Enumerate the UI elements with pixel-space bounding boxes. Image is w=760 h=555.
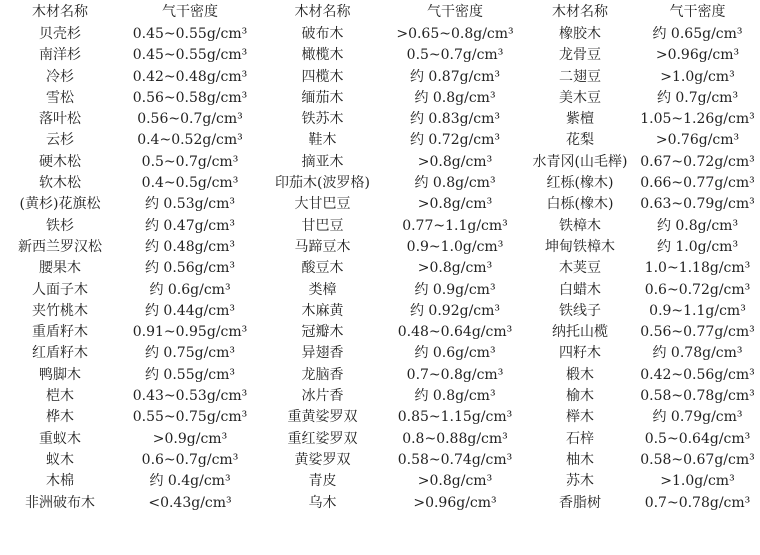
wood-name-cell: 红栎(橡木) [546,175,614,192]
density-cell: 约 0.78g/cm³ [652,345,743,362]
density-cell: >0.8g/cm³ [417,473,493,490]
density-cell: >0.8g/cm³ [417,153,493,170]
header-wood-name-3: 木材名称 [552,4,608,20]
wood-name-cell: 榆木 [566,388,594,405]
density-cell: 0.58~0.78g/cm³ [640,388,755,405]
wood-name-cell: 甘巴豆 [301,217,344,234]
wood-name-cell: 美木豆 [559,89,601,106]
wood-name-cell: 摘亚木 [301,153,344,170]
table-header [0,0,760,24]
density-cell: 0.6~0.7g/cm³ [141,451,239,468]
table-row [0,173,760,194]
wood-name-cell: 铁线子 [559,302,601,319]
header-row [0,0,760,24]
density-cell: 约 0.75g/cm³ [144,345,236,362]
table-row [0,301,760,322]
density-cell: 0.66~0.77g/cm³ [640,175,755,192]
wood-name-cell: 破布木 [301,26,344,42]
density-cell: 0.63~0.79g/cm³ [640,196,755,213]
density-cell: 约 0.8g/cm³ [656,217,739,234]
table-row [0,258,760,279]
density-cell: 约 0.4g/cm³ [149,473,231,490]
header-wood-name-2: 木材名称 [294,4,351,20]
density-cell: 约 0.7g/cm³ [656,89,739,106]
density-cell: 0.67~0.72g/cm³ [640,153,755,170]
density-cell: 0.45~0.55g/cm³ [132,47,248,64]
wood-name-cell: 人面子木 [32,281,88,298]
table-row [0,45,760,66]
density-cell: 0.4~0.5g/cm³ [141,175,239,192]
density-cell: 1.0~1.18g/cm³ [644,260,751,277]
wood-name-cell: 贝壳杉 [39,26,81,42]
table-row [0,493,760,514]
density-cell: 0.58~0.74g/cm³ [397,451,513,468]
wood-name-cell: 类樟 [308,281,337,298]
wood-name-cell: 白栎(橡木) [546,196,614,213]
wood-name-cell: 异翅香 [301,345,344,362]
table-row [0,407,760,428]
density-cell: 约 0.79g/cm³ [652,409,743,426]
wood-name-cell: 桦木 [46,409,74,426]
wood-name-cell: 鞋木 [308,132,337,149]
wood-name-cell: 乌木 [308,494,337,511]
density-cell: 0.5~0.64g/cm³ [644,430,751,447]
header-wood-name-1: 木材名称 [32,4,88,20]
density-cell: 0.6~0.72g/cm³ [644,281,751,298]
table-row [0,24,760,45]
density-cell: 约 0.8g/cm³ [414,175,496,192]
wood-name-cell: 新西兰罗汉松 [18,238,102,255]
table-row [0,109,760,130]
wood-name-cell: 鸭脚木 [39,366,81,383]
wood-name-cell: 南洋杉 [39,47,81,64]
wood-name-cell: 二翅豆 [559,68,601,85]
wood-name-cell: 橡胶木 [559,26,601,42]
wood-name-cell: 非洲破布木 [25,494,95,511]
table-row [0,429,760,450]
wood-name-cell: 马蹄豆木 [294,238,351,255]
wood-name-cell: 落叶松 [39,111,81,128]
wood-name-cell: 橄榄木 [301,47,344,64]
density-cell: 约 1.0g/cm³ [656,238,739,255]
density-cell: 0.42~0.48g/cm³ [132,68,248,85]
table-row [0,450,760,471]
table-row [0,343,760,364]
density-cell: 约 0.87g/cm³ [409,68,501,85]
density-cell: 0.56~0.58g/cm³ [132,89,248,106]
density-cell: 约 0.92g/cm³ [409,302,501,319]
density-cell: 约 0.48g/cm³ [144,238,236,255]
density-cell: 0.42~0.56g/cm³ [640,366,755,383]
wood-name-cell: 雪松 [46,89,74,106]
table-row [0,237,760,258]
wood-name-cell: 腰果木 [39,260,81,277]
wood-name-cell: 缅茄木 [301,89,344,106]
wood-name-cell: 石梓 [566,430,594,447]
wood-name-cell: 龙脑香 [301,366,344,383]
density-cell: >0.8g/cm³ [417,260,493,277]
table-row [0,322,760,343]
density-cell: 0.7~0.8g/cm³ [406,366,504,383]
density-cell: 约 0.9g/cm³ [414,281,496,298]
density-cell: >0.96g/cm³ [413,494,497,511]
wood-name-cell: 夹竹桃木 [32,302,88,319]
wood-name-cell: 龙骨豆 [559,47,601,64]
density-cell: >0.8g/cm³ [417,196,493,213]
density-cell: 0.48~0.64g/cm³ [397,324,513,341]
wood-name-cell: 柚木 [566,451,594,468]
table-row [0,152,760,173]
density-cell: 0.9~1.0g/cm³ [406,238,504,255]
wood-name-cell: 酸豆木 [301,260,344,277]
wood-name-cell: 软木松 [39,175,81,192]
wood-name-cell: 重蚁木 [39,430,81,447]
density-cell: 0.91~0.95g/cm³ [132,324,248,341]
wood-name-cell: (黄杉)花旗松 [19,196,101,213]
density-cell: 约 0.44g/cm³ [144,302,236,319]
density-cell: 0.45~0.55g/cm³ [132,26,248,42]
wood-name-cell: 纳托山榄 [552,324,608,341]
wood-name-cell: 重黄娑罗双 [287,409,358,426]
wood-name-cell: 木麻黄 [301,302,344,319]
header-density-3: 气干密度 [669,4,726,20]
density-cell: 0.58~0.67g/cm³ [640,451,755,468]
wood-name-cell: 坤甸铁樟木 [545,238,615,255]
table-row [0,88,760,109]
density-cell: 约 0.55g/cm³ [144,366,236,383]
wood-name-cell: 云杉 [46,132,74,149]
density-cell: 0.56~0.7g/cm³ [137,111,243,128]
wood-name-cell: 大甘巴豆 [294,196,351,213]
density-cell: >1.0g/cm³ [660,68,735,85]
wood-name-cell: 硬木松 [39,153,81,170]
table-row [0,471,760,492]
density-cell: 0.56~0.77g/cm³ [640,324,755,341]
table-row [0,386,760,407]
wood-name-cell: 青皮 [308,473,337,490]
table-row [0,216,760,237]
wood-name-cell: 苏木 [566,473,594,490]
wood-name-cell: 铁樟木 [559,217,601,234]
density-cell: >0.96g/cm³ [655,47,740,64]
table-body [0,24,760,514]
wood-name-cell: 紫檀 [566,111,594,128]
wood-name-cell: 木荚豆 [559,260,601,277]
header-density-2: 气干密度 [427,4,483,20]
wood-name-cell: 红盾籽木 [32,345,88,362]
wood-name-cell: 冰片香 [301,388,344,405]
density-cell: 约 0.47g/cm³ [144,217,236,234]
density-cell: 0.77~1.1g/cm³ [402,217,508,234]
density-cell: 0.9~1.1g/cm³ [649,302,746,319]
wood-name-cell: 重盾籽木 [32,324,88,341]
wood-name-cell: 冠瓣木 [301,324,344,341]
density-cell: 0.43~0.53g/cm³ [132,388,248,405]
table-row [0,365,760,386]
wood-name-cell: 四籽木 [559,345,601,362]
density-cell: 约 0.8g/cm³ [414,89,496,106]
density-cell: >0.65~0.8g/cm³ [396,26,514,42]
density-cell: 0.7~0.78g/cm³ [644,494,751,511]
wood-name-cell: 白蜡木 [559,281,601,298]
wood-name-cell: 桤木 [46,388,74,405]
density-cell: >1.0g/cm³ [660,473,735,490]
wood-name-cell: 水青冈(山毛榉) [532,153,628,170]
density-cell: 约 0.65g/cm³ [652,26,743,42]
density-cell: >0.9g/cm³ [152,430,228,447]
density-cell: 约 0.56g/cm³ [144,260,236,277]
density-cell: 约 0.72g/cm³ [409,132,501,149]
wood-name-cell: 蚁木 [46,451,74,468]
table-row [0,67,760,88]
density-cell: 0.5~0.7g/cm³ [141,153,239,170]
density-cell: 约 0.53g/cm³ [144,196,236,213]
wood-name-cell: 铁苏木 [301,111,344,128]
wood-name-cell: 香脂树 [559,494,601,511]
density-cell: 1.05~1.26g/cm³ [640,111,755,128]
table-row [0,280,760,301]
wood-name-cell: 铁杉 [46,217,74,234]
wood-name-cell: 冷杉 [46,68,74,85]
density-cell: 约 0.8g/cm³ [414,388,496,405]
wood-name-cell: 椴木 [566,366,594,383]
density-cell: 约 0.6g/cm³ [149,281,231,298]
wood-name-cell: 榉木 [566,409,594,426]
wood-name-cell: 重红娑罗双 [287,430,358,447]
wood-name-cell: 四榄木 [301,68,344,85]
density-cell: 0.8~0.88g/cm³ [402,430,508,447]
wood-name-cell: 木棉 [46,473,74,490]
density-cell: 约 0.83g/cm³ [409,111,501,128]
wood-name-cell: 花梨 [566,132,594,149]
density-cell: 0.5~0.7g/cm³ [406,47,504,64]
density-cell: 0.55~0.75g/cm³ [132,409,248,426]
wood-name-cell: 黄娑罗双 [294,451,351,468]
density-cell: <0.43g/cm³ [148,494,232,511]
density-cell: 约 0.6g/cm³ [414,345,496,362]
header-density-1: 气干密度 [162,4,218,20]
table-row [0,130,760,151]
wood-name-cell: 印茄木(波罗格) [275,175,370,192]
density-cell: 0.85~1.15g/cm³ [397,409,513,426]
density-cell: >0.76g/cm³ [655,132,740,149]
table-row [0,194,760,215]
density-cell: 0.4~0.52g/cm³ [137,132,243,149]
